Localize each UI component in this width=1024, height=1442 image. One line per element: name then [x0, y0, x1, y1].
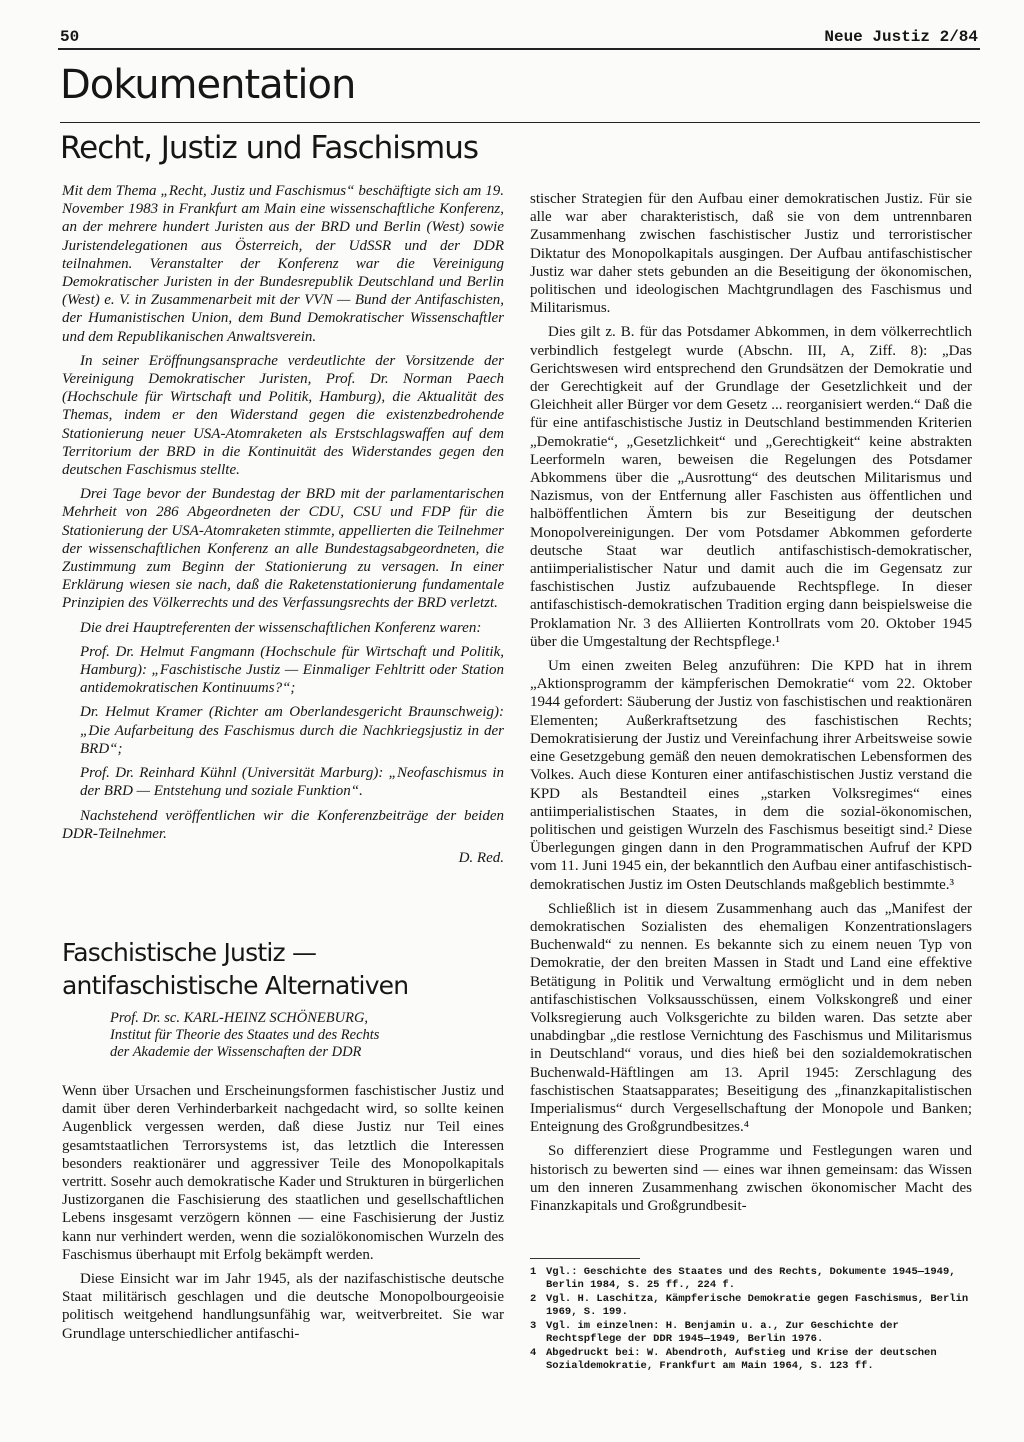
footnote-number: 4: [530, 1347, 537, 1359]
footnote-text: Abgedruckt bei: W. Abendroth, Aufstieg und Krise der deutschen Sozialdemokratie, Frankfurt am Main 1964, S. 123 ff.: [546, 1347, 937, 1372]
footnote-number: 3: [530, 1320, 537, 1332]
author-block: [110, 1010, 379, 1061]
footnotes: [530, 1266, 972, 1374]
page-title: Recht, Justiz und Faschismus: [60, 130, 479, 166]
section-rule: [60, 122, 980, 123]
article-title-line: Faschistische Justiz —: [62, 938, 317, 967]
body-paragraph: Diese Einsicht war im Jahr 1945, als der nazifaschistische deutsche Staat militärisch geschlagen und die deutsche Monopolbourgeoisie politisch weitgehend handlungsunfähig war, weitverbreitet. Sie war Grundlage unterschiedlicher antifaschi-: [62, 1271, 504, 1342]
intro-paragraph: In seiner Eröffnungsansprache verdeutlichte der Vorsitzende der Vereinigung Demokratischer Juristen, Prof. Dr. Norman Paech (Hochschule für Wirtschaft und Politik, Hamburg), die Aktualität des Themas, indem er den Widerstand gegen die existenzbedrohende Stationierung neuer USA-Atomraketen als Erstschlagswaffen auf dem Territorium der BRD in die Kontinuität des Widerstandes gegen den deutschen Faschismus stellte.: [62, 352, 504, 479]
editorial-signoff: D. Red.: [458, 849, 504, 866]
footnote-rule: [530, 1258, 640, 1259]
article-title: [62, 936, 408, 1002]
author-institution: Institut für Theorie des Staates und des Rechts: [110, 1027, 380, 1043]
intro-paragraph: Mit dem Thema „Recht, Justiz und Faschismus“ beschäftigte sich am 19. November 1983 in Frankfurt am Main eine wissenschaftliche Konferenz, an der mehrere hundert Juristen aus der BRD und Berlin (West) sowie Juristendelegationen aus Österreich, der UdSSR und der DDR teilnahmen. Veranstalter der Konferenz war die Vereinigung Demokratischer Juristen in der Bundesrepublik Deutschland und Berlin (West) e. V. in Zusammenarbeit mit der VVN — Bund der Antifaschisten, der Humanistischen Union, dem Bund Demokratischer Wissenschaftler und dem Republikanischen Anwaltsverein.: [62, 183, 504, 345]
footnote: [530, 1320, 972, 1346]
author-name: Prof. Dr. sc. KARL-HEINZ SCHÖNEBURG,: [110, 1010, 369, 1026]
footnote: [530, 1293, 972, 1319]
referent-entry: Dr. Helmut Kramer (Richter am Oberlandesgericht Braunschweig): „Die Aufarbeitung des Faschismus durch die Nachkriegsjustiz in der BRD“;: [80, 704, 504, 757]
intro-paragraph: Drei Tage bevor der Bundestag der BRD mit der parlamentarischen Mehrheit von 286 Abgeordneten der CDU, CSU und FDP für die Stationierung der USA-Atomraketen stimmte, appellierten die Teilnehmer der wissenschaftlichen Konferenz an alle Bundestagsabgeordneten, die Zustimmung zum Beginn der Stationierung zu versagen. In einer Erklärung wiesen sie nach, daß die Raketenstationierung fundamentale Prinzipien des Völkerrechts und des Verfassungsrechts der BRD verletzt.: [62, 486, 504, 612]
body-paragraph: Schließlich ist in diesem Zusammenhang auch das „Manifest der demokratischen Sozialisten des ehemaligen Konzentrationslagers Buchenwald“ zu nennen. Es bekannte sich zu einem neuen Typ von Demokratie, der den breiten Massen in Stadt und Land eine effektive Betätigung in Politik und Verwaltung ermöglicht und in dem neben antifaschistischen Volksausschüssen, einem Volkskongreß und einer Volksregierung auch Volksgerichte zu bilden waren. Das setzte aber unabdingbar „die restlose Vernichtung des Faschismus und Militarismus in Deutschland“ voraus, und dies hieß bei den sozialdemokratischen Buchenwald-Häftlingen am 13. April 1945: Zerschlagung des faschistischen Staatsapparates; Beseitigung des „finanzkapitalistischen Imperialismus“ durch Vergesellschaftung der Monopole und Banken; Enteignung des Großgrundbesitzes.⁴: [530, 900, 972, 1136]
page-number: 50: [60, 28, 80, 46]
body-paragraph: So differenziert diese Programme und Festlegungen waren und historisch zu bewerten sind — eines war ihnen gemeinsam: das Wissen um den inneren Zusammenhang zwischen ökonomischer Macht des Finanzkapitals und Großgrundbesit-: [530, 1143, 972, 1214]
body-paragraph: Dies gilt z. B. für das Potsdamer Abkommen, in dem völkerrechtlich verbindlich festgelegt wurde (Abschn. III, A, Ziff. 8): „Das Gerichtswesen wird entsprechend den Grundsätzen der Demokratie und der Gerechtigkeit auf der Grundlage der Gesetzlichkeit und der Gleichheit aller Bürger vor dem Gesetz ... reorganisiert werden.“ Daß die für eine antifaschistische Justiz in Deutschland bestimmenden Kriterien „Demokratie“, „Gesetzlichkeit“ und „Gerechtigkeit“ keine abstrakten Leerformeln waren, beweisen die Regelungen des Potsdamer Abkommens über die „Ausrottung“ des deutschen Militarismus und Nazismus, von der Entfernung aller Faschisten aus öffentlichen und halböffentlichen Ämtern bis zur Beseitigung der deutschen Monopolvereinigungen. Der vom Potsdamer Abkommen geforderte deutsche Staat war deutlich antifaschistisch-demokratischer, antiimperialistischer Natur und damit auch die im Gegensatz zur faschistischen Justiz aufzubauende Rechtspflege. In dieser antifaschistisch-demokratischen Tradition erging dann beispielsweise die Proklamation Nr. 3 des Alliierten Kontrollrats vom 20. Oktober 1945 über die Umgestaltung der Rechtspflege.¹: [530, 324, 972, 650]
footnote-text: Vgl.: Geschichte des Staates und des Rechts, Dokumente 1945—1949, Berlin 1984, S. 25 ff., 224 f.: [546, 1266, 956, 1291]
author-institution: der Akademie der Wissenschaften der DDR: [110, 1044, 362, 1060]
body-paragraph: Um einen zweiten Beleg anzuführen: Die KPD hat in ihrem „Aktionsprogramm der kämpferischen Demokratie“ vom 22. Oktober 1944 gefordert: Säuberung der Justiz von faschistischen und reaktionären Elementen; Außerkraftsetzung des faschistischen Rechts; Demokratisierung der Justiz und Vereinfachung ihrer Arbeitsweise sowie eine Gesetzgebung gemäß den neuen demokratischen Lebensformen des Volkes. Auch diese Konturen einer antifaschistischen Justiz verstand die KPD als Bestandteil eines „starken Volksregimes“ eines antiimperialistischen Staates, in dem die sozial-ökonomischen, politischen und geistigen Wurzeln des Faschismus beseitigt sind.² Diese Überlegungen gingen dann in den Programmatischen Aufruf der KPD vom 11. Juni 1945 ein, der bekanntlich den Aufbau einer antifaschistisch-demokratischen Justiz im Osten Deutschlands maßgeblich bestimmte.³: [530, 658, 972, 893]
footnote: [530, 1347, 972, 1373]
body-paragraph: stischer Strategien für den Aufbau einer demokratischen Justiz. Für sie alle war aber charakteristisch, daß sie von dem untrennbaren Zusammenhang zwischen faschistischer Justiz und terroristischer Diktatur des Monopolkapitals ausgingen. Der Aufbau antifaschistischer Justiz war daher stets gebunden an die Beseitigung der ökonomischen, politischen und ideologischen Machtgrundlagen des Faschismus und Militarismus.: [530, 191, 972, 317]
footnote-number: 1: [530, 1266, 537, 1278]
article-body-right: [530, 190, 972, 1221]
footnote-text: Vgl. H. Laschitza, Kämpferische Demokratie gegen Faschismus, Berlin 1969, S. 199.: [546, 1293, 969, 1318]
footnote: [530, 1266, 972, 1292]
footnote-text: Vgl. im einzelnen: H. Benjamin u. a., Zur Geschichte der Rechtspflege der DDR 1945—1949, Berlin 1976.: [546, 1320, 899, 1345]
intro-closing: Nachstehend veröffentlichen wir die Konferenzbeiträge der beiden DDR-Teilnehmer.: [62, 807, 504, 842]
footnote-number: 2: [530, 1293, 537, 1305]
article-title-line: antifaschistische Alternativen: [62, 971, 409, 1000]
intro-paragraph: Die drei Hauptreferenten der wissenschaftlichen Konferenz waren:: [80, 619, 482, 636]
header-rule: [58, 48, 980, 50]
article-body-left: [62, 1082, 504, 1349]
referent-entry: Prof. Dr. Helmut Fangmann (Hochschule für Wirtschaft und Politik, Hamburg): „Faschistische Justiz — Einmaliger Fehltritt oder Station antidemokratischen Kontinuums?“;: [80, 643, 504, 697]
editorial-intro: [62, 182, 504, 867]
body-paragraph: Wenn über Ursachen und Erscheinungsformen faschistischer Justiz und damit über deren Verhinderbarkeit nachgedacht wird, so sollte keinen Augenblick vergessen werden, daß diese Justiz nur Teil eines gesamtstaatlichen Terrorsystems ist, das letztlich die Interessen besonders reaktionärer und aggressiver Teile des Monopolkapitals vertritt. Sosehr auch demokratische Kader und Strukturen in bürgerlichen Justizorganen die Faschisierung des staatlichen und gesellschaftlichen Lebens insgesamt verzögern können — eine Faschisierung der Justiz kann nur verhindert werden, wenn die sozialökonomischen Wurzeln des Faschismus überhaupt mit Erfolg bekämpft werden.: [62, 1083, 504, 1263]
referent-entry: Prof. Dr. Reinhard Kühnl (Universität Marburg): „Neofaschismus in der BRD — Entstehung und soziale Funktion“.: [80, 765, 504, 800]
section-title: Dokumentation: [60, 62, 356, 108]
journal-issue: Neue Justiz 2/84: [824, 28, 978, 46]
